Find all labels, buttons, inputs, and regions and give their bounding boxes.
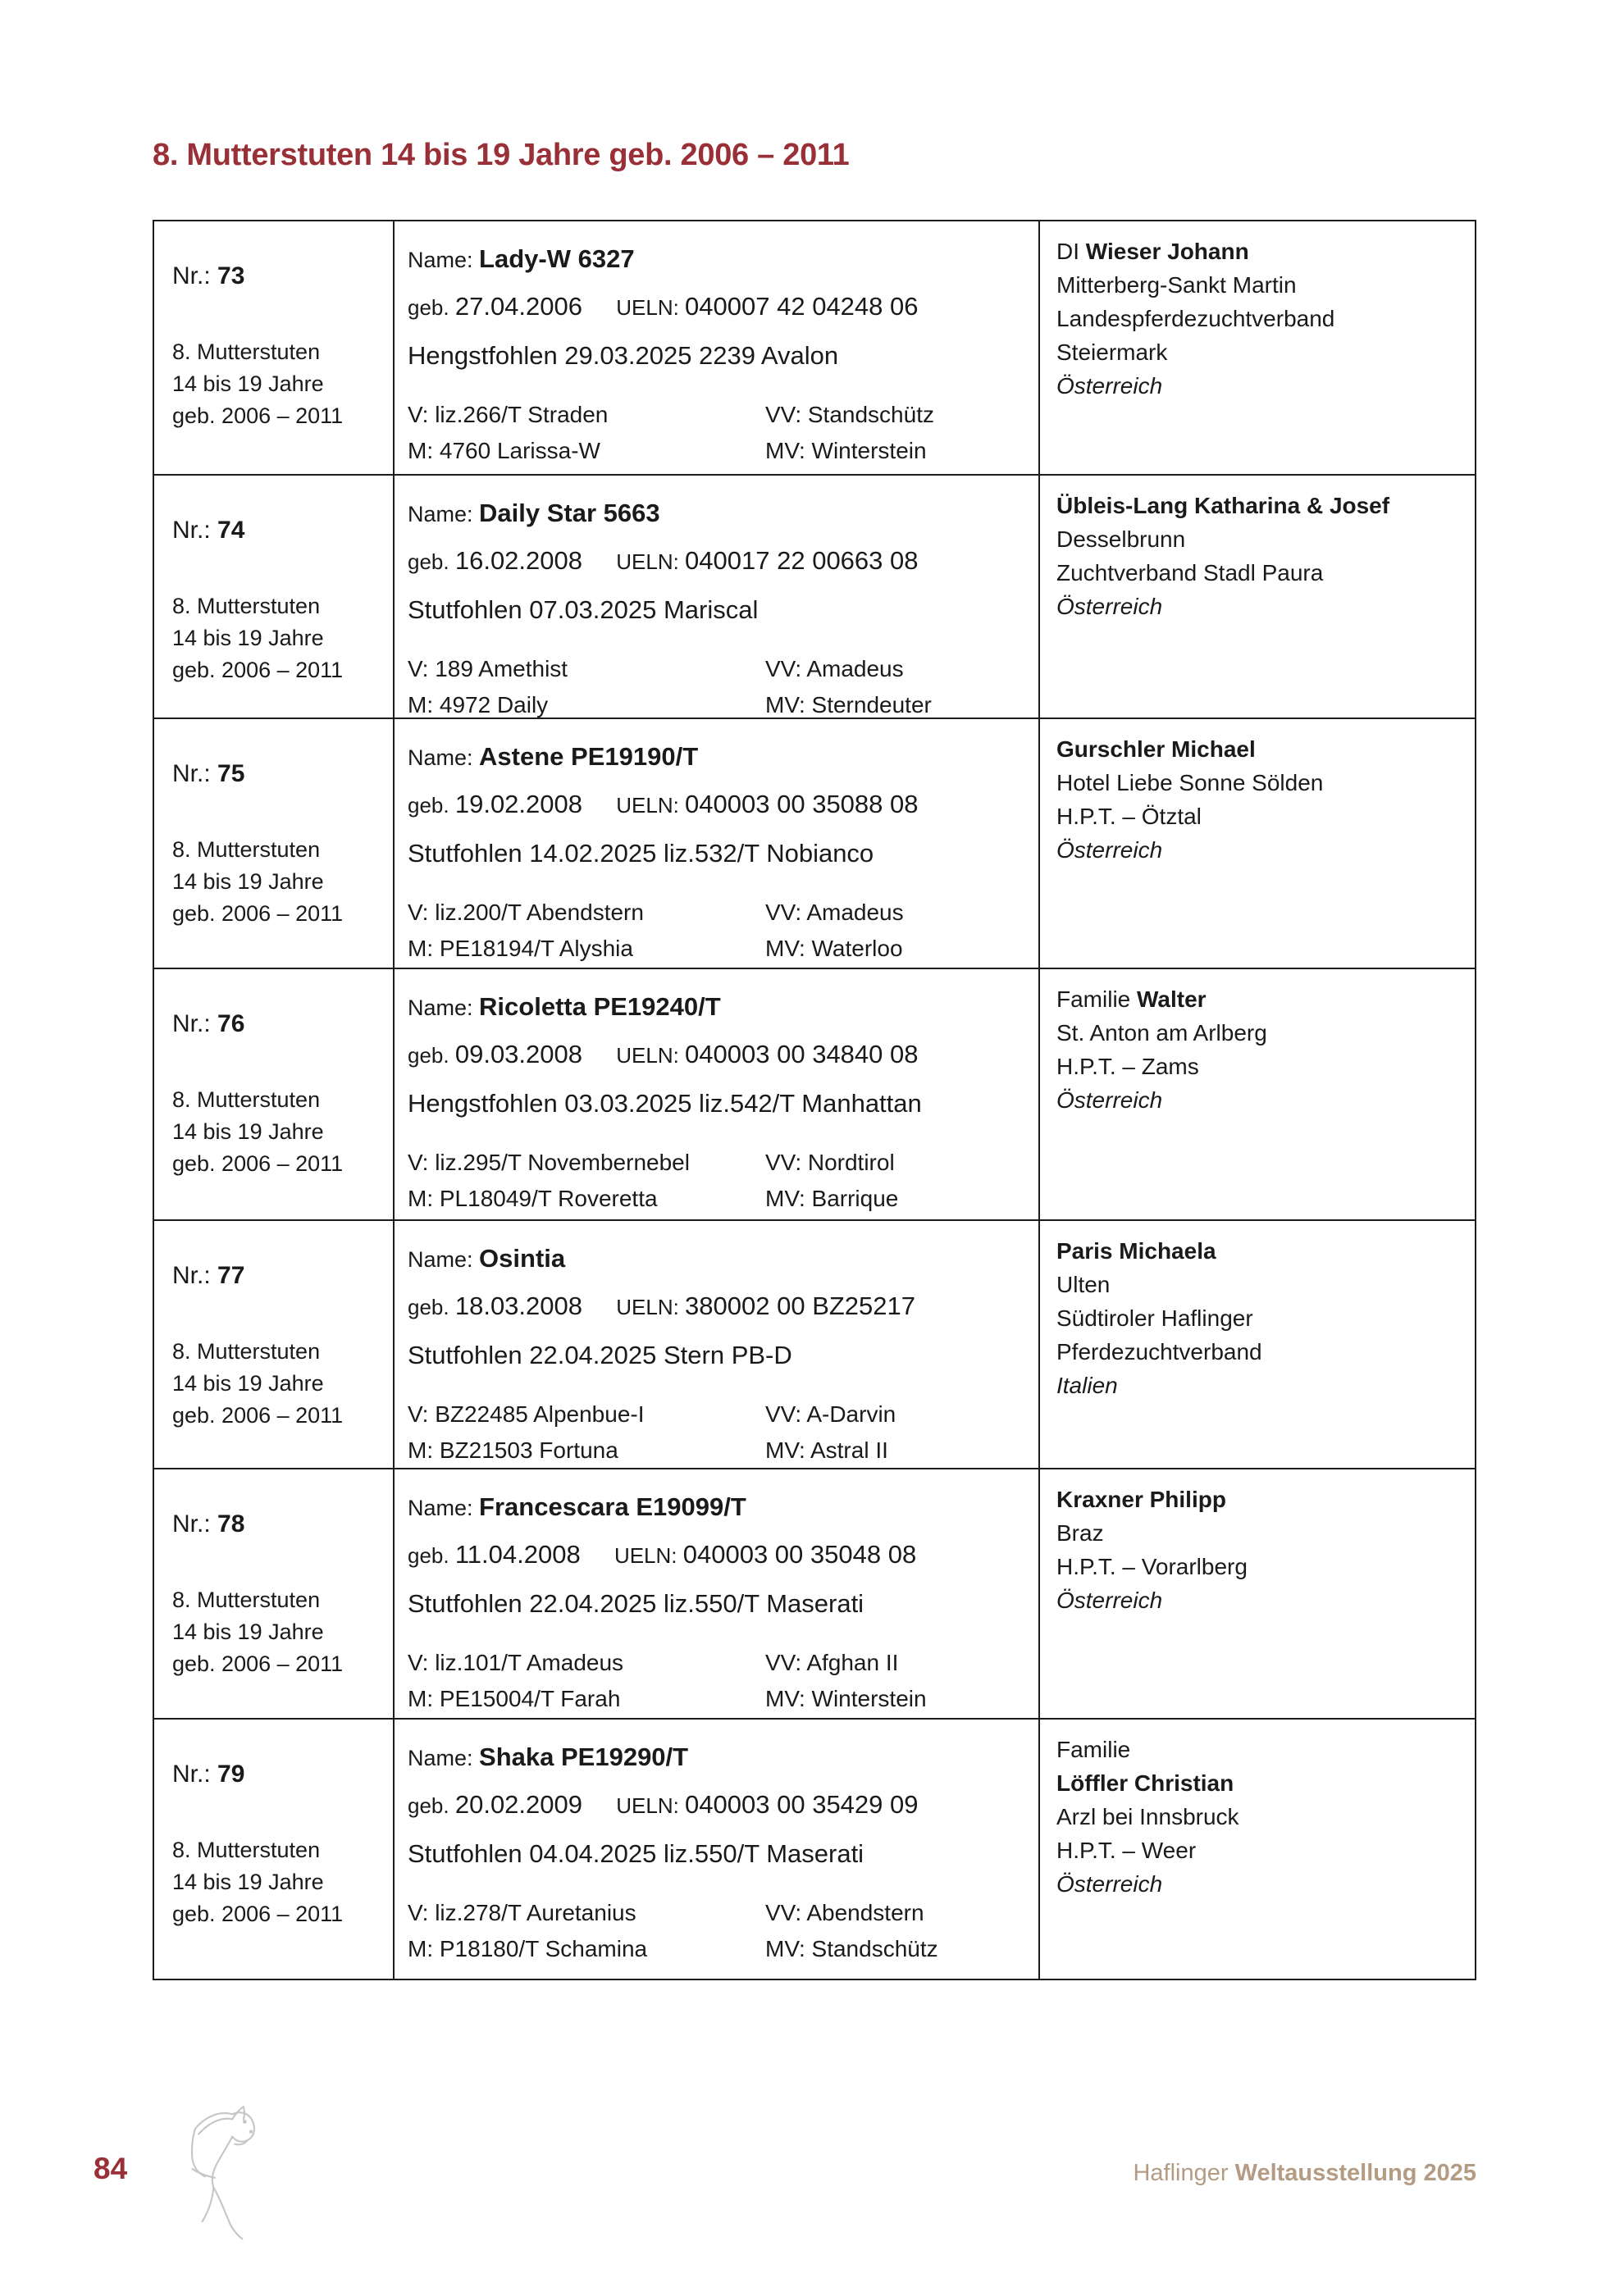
pedigree-grandsires <box>765 397 1038 469</box>
table-row <box>154 969 1475 1221</box>
owner-cell <box>1040 719 1475 968</box>
geb-label: geb. <box>408 1543 449 1568</box>
class-line: geb. 2006 – 2011 <box>172 1651 344 1676</box>
birth-date: 27.04.2006 <box>454 292 582 321</box>
footer-brand-bold: Weltausstellung 2025 <box>1234 2160 1476 2186</box>
pedigree-parents <box>408 651 765 718</box>
owner-cell <box>1040 1720 1475 1979</box>
pedigree-parents <box>408 397 765 469</box>
geb-label: geb. <box>408 1295 449 1319</box>
class-description <box>172 336 393 432</box>
nr-label: Nr.: <box>172 1761 211 1788</box>
horse-name-line <box>408 992 1038 1028</box>
horse-name: Lady-W 6327 <box>479 244 635 273</box>
catalog-number-cell <box>154 719 395 968</box>
birth-ueln-line <box>408 1040 1038 1074</box>
table-row <box>154 719 1475 969</box>
owner-line: Gurschler Michael <box>1056 736 1256 762</box>
horse-name-line <box>408 244 1038 280</box>
sire-line: V: liz.200/T Abendstern <box>408 900 644 925</box>
class-line: geb. 2006 – 2011 <box>172 1902 344 1926</box>
nr-label: Nr.: <box>172 1262 211 1289</box>
horse-name: Francescara E19099/T <box>479 1492 746 1521</box>
horse-details-cell <box>395 1221 1040 1468</box>
catalog-number-cell <box>154 1221 395 1468</box>
owner-cell <box>1040 969 1475 1219</box>
sire-sire-line: VV: Abendstern <box>765 1900 924 1925</box>
catalog-number-line <box>172 1262 393 1292</box>
owner-line: Mitterberg-Sankt Martin <box>1056 272 1297 298</box>
class-line: 8. Mutterstuten <box>172 339 321 364</box>
horse-name: Astene PE19190/T <box>479 742 699 771</box>
foal-info: Stutfohlen 04.04.2025 liz.550/T Maserati <box>408 1839 864 1868</box>
dam-sire-line: MV: Waterloo <box>765 936 903 961</box>
foal-info: Stutfohlen 14.02.2025 liz.532/T Nobianco <box>408 839 874 868</box>
horse-name: Osintia <box>479 1244 566 1273</box>
sire-line: V: liz.278/T Auretanius <box>408 1900 636 1925</box>
page-title: 8. Mutterstuten 14 bis 19 Jahre geb. 2006 – 2011 <box>153 138 850 172</box>
owner-line: Familie Walter <box>1056 986 1207 1012</box>
name-label: Name: <box>408 1746 473 1770</box>
foal-info: Stutfohlen 22.04.2025 liz.550/T Maserati <box>408 1589 864 1618</box>
footer-brand <box>1133 2160 1476 2187</box>
sire-sire-line: VV: Amadeus <box>765 900 904 925</box>
table-row <box>154 1469 1475 1720</box>
table-row <box>154 221 1475 476</box>
owner-cell <box>1040 476 1475 718</box>
owner-line: Paris Michaela <box>1056 1238 1216 1264</box>
owner-line: Familie <box>1056 1737 1131 1762</box>
nr-label: Nr.: <box>172 517 211 544</box>
name-label: Name: <box>408 995 473 1020</box>
owner-line: Desselbrunn <box>1056 526 1186 552</box>
dam-sire-line: MV: Standschütz <box>765 1936 938 1961</box>
geb-label: geb. <box>408 1043 449 1068</box>
dam-line: M: PE18194/T Alyshia <box>408 936 633 961</box>
catalog-number: 74 <box>217 517 245 544</box>
ueln-label: UELN: <box>616 1295 679 1319</box>
birth-ueln-line <box>408 1292 1038 1326</box>
nr-label: Nr.: <box>172 1010 211 1037</box>
sire-line: V: liz.101/T Amadeus <box>408 1650 624 1675</box>
geb-label: geb. <box>408 549 449 574</box>
dam-sire-line: MV: Sterndeuter <box>765 692 932 718</box>
sire-line: V: 189 Amethist <box>408 656 568 681</box>
pedigree-block <box>408 1895 1038 1967</box>
catalog-number-cell <box>154 969 395 1219</box>
dam-line: M: PE15004/T Farah <box>408 1686 621 1711</box>
sire-sire-line: VV: Amadeus <box>765 656 904 681</box>
pedigree-block <box>408 895 1038 967</box>
birth-date: 20.02.2009 <box>454 1790 582 1819</box>
class-line: geb. 2006 – 2011 <box>172 403 344 428</box>
owner-line: Kraxner Philipp <box>1056 1487 1226 1512</box>
catalog-number: 73 <box>217 262 245 289</box>
ueln-label: UELN: <box>616 793 679 818</box>
horse-sketch-logo <box>157 2104 282 2245</box>
pedigree-block <box>408 1396 1038 1468</box>
horse-name-line <box>408 1244 1038 1280</box>
owner-line: H.P.T. – Ötztal <box>1056 804 1202 829</box>
ueln-label: UELN: <box>616 549 679 574</box>
name-label: Name: <box>408 502 473 526</box>
catalog-number: 75 <box>217 760 245 787</box>
class-line: geb. 2006 – 2011 <box>172 658 344 682</box>
owner-line: H.P.T. – Vorarlberg <box>1056 1554 1248 1579</box>
owner-cell <box>1040 1469 1475 1718</box>
pedigree-grandsires <box>765 651 1038 718</box>
foal-info: Hengstfohlen 03.03.2025 liz.542/T Manhattan <box>408 1089 922 1118</box>
owner-line: Pferdezuchtverband <box>1056 1339 1262 1364</box>
owner-line: St. Anton am Arlberg <box>1056 1020 1267 1046</box>
owner-line: Österreich <box>1056 373 1163 399</box>
ueln-number: 040017 22 00663 08 <box>685 546 919 575</box>
ueln-number: 040003 00 34840 08 <box>685 1040 919 1068</box>
name-label: Name: <box>408 1247 473 1272</box>
ueln-label: UELN: <box>616 1043 679 1068</box>
birth-ueln-line <box>408 1790 1038 1824</box>
horse-details-cell <box>395 1720 1040 1979</box>
class-line: geb. 2006 – 2011 <box>172 901 344 926</box>
geb-label: geb. <box>408 295 449 320</box>
footer-brand-regular: Haflinger <box>1133 2160 1229 2186</box>
class-line: 14 bis 19 Jahre <box>172 869 324 894</box>
pedigree-grandsires <box>765 1645 1038 1717</box>
owner-line: Landespferdezuchtverband <box>1056 306 1335 331</box>
owner-line: Übleis-Lang Katharina & Josef <box>1056 493 1390 518</box>
class-description <box>172 1336 393 1432</box>
owner-line: Braz <box>1056 1520 1104 1546</box>
birth-date: 19.02.2008 <box>454 790 582 818</box>
horse-details-cell <box>395 221 1040 474</box>
ueln-label: UELN: <box>614 1543 677 1568</box>
table-row <box>154 1221 1475 1469</box>
horse-name: Daily Star 5663 <box>479 499 660 527</box>
catalog-number-line <box>172 1010 393 1040</box>
ueln-number: 040003 00 35088 08 <box>685 790 919 818</box>
nr-label: Nr.: <box>172 760 211 787</box>
sire-line: V: liz.295/T Novembernebel <box>408 1150 690 1175</box>
sire-line: V: BZ22485 Alpenbue-I <box>408 1401 645 1427</box>
ueln-number: 040007 42 04248 06 <box>685 292 919 321</box>
name-label: Name: <box>408 745 473 770</box>
owner-cell <box>1040 221 1475 474</box>
sire-line: V: liz.266/T Straden <box>408 402 609 427</box>
sire-sire-line: VV: Nordtirol <box>765 1150 895 1175</box>
table-row <box>154 1720 1475 1979</box>
owner-line: Arzl bei Innsbruck <box>1056 1804 1239 1829</box>
owner-line: Steiermark <box>1056 339 1168 365</box>
owner-line: Hotel Liebe Sonne Sölden <box>1056 770 1324 795</box>
horse-name-line <box>408 1492 1038 1528</box>
owner-line: Zuchtverband Stadl Paura <box>1056 560 1324 585</box>
pedigree-grandsires <box>765 1396 1038 1468</box>
foal-info: Hengstfohlen 29.03.2025 2239 Avalon <box>408 341 839 370</box>
owner-line: Österreich <box>1056 1087 1163 1113</box>
foal-info: Stutfohlen 22.04.2025 Stern PB-D <box>408 1341 792 1369</box>
owner-line: Österreich <box>1056 1871 1163 1897</box>
horse-name-line <box>408 742 1038 778</box>
ueln-number: 380002 00 BZ25217 <box>685 1292 916 1320</box>
class-line: geb. 2006 – 2011 <box>172 1403 344 1428</box>
geb-label: geb. <box>408 793 449 818</box>
owner-line: Italien <box>1056 1373 1118 1398</box>
class-description <box>172 1584 393 1680</box>
birth-ueln-line <box>408 546 1038 581</box>
pedigree-block <box>408 397 1038 469</box>
class-line: 14 bis 19 Jahre <box>172 1870 324 1894</box>
pedigree-grandsires <box>765 1145 1038 1217</box>
pedigree-block <box>408 1145 1038 1217</box>
owner-line: Österreich <box>1056 1588 1163 1613</box>
class-line: 8. Mutterstuten <box>172 1339 321 1364</box>
sire-sire-line: VV: Standschütz <box>765 402 934 427</box>
dam-line: M: 4760 Larissa-W <box>408 438 600 463</box>
owner-cell <box>1040 1221 1475 1468</box>
geb-label: geb. <box>408 1793 449 1818</box>
pedigree-parents <box>408 895 765 967</box>
pedigree-parents <box>408 1396 765 1468</box>
name-label: Name: <box>408 248 473 272</box>
class-description <box>172 1834 393 1930</box>
dam-sire-line: MV: Winterstein <box>765 438 927 463</box>
birth-date: 16.02.2008 <box>454 546 582 575</box>
class-description <box>172 834 393 930</box>
catalog-number-line <box>172 1761 393 1790</box>
horse-name-line <box>408 1742 1038 1779</box>
birth-date: 11.04.2008 <box>454 1540 581 1569</box>
ueln-label: UELN: <box>616 295 679 320</box>
class-line: 14 bis 19 Jahre <box>172 371 324 396</box>
name-label: Name: <box>408 1496 473 1520</box>
ueln-number: 040003 00 35429 09 <box>685 1790 919 1819</box>
catalog-table <box>153 220 1476 1980</box>
catalog-number: 78 <box>217 1510 245 1538</box>
catalog-number-line <box>172 517 393 546</box>
pedigree-parents <box>408 1145 765 1217</box>
owner-line: H.P.T. – Weer <box>1056 1838 1197 1863</box>
class-line: 14 bis 19 Jahre <box>172 1371 324 1396</box>
catalog-number: 77 <box>217 1262 245 1289</box>
horse-details-cell <box>395 719 1040 968</box>
catalog-number-cell <box>154 476 395 718</box>
class-line: 8. Mutterstuten <box>172 837 321 862</box>
pedigree-block <box>408 651 1038 718</box>
catalog-number: 76 <box>217 1010 245 1037</box>
catalog-number: 79 <box>217 1761 245 1788</box>
class-description <box>172 1084 393 1180</box>
sire-sire-line: VV: Afghan II <box>765 1650 899 1675</box>
birth-date: 09.03.2008 <box>454 1040 582 1068</box>
horse-details-cell <box>395 1469 1040 1718</box>
ueln-label: UELN: <box>616 1793 679 1818</box>
catalog-number-cell <box>154 1469 395 1718</box>
ueln-number: 040003 00 35048 08 <box>682 1540 917 1569</box>
birth-ueln-line <box>408 790 1038 824</box>
dam-sire-line: MV: Barrique <box>765 1186 899 1211</box>
owner-line: Österreich <box>1056 594 1163 619</box>
class-description <box>172 590 393 686</box>
pedigree-parents <box>408 1645 765 1717</box>
pedigree-grandsires <box>765 895 1038 967</box>
pedigree-block <box>408 1645 1038 1717</box>
sire-sire-line: VV: A-Darvin <box>765 1401 896 1427</box>
horse-name-line <box>408 499 1038 535</box>
catalog-number-line <box>172 760 393 790</box>
dam-line: M: 4972 Daily <box>408 692 549 718</box>
class-line: 8. Mutterstuten <box>172 1588 321 1612</box>
pedigree-grandsires <box>765 1895 1038 1967</box>
owner-line: Südtiroler Haflinger <box>1056 1305 1253 1331</box>
horse-name: Shaka PE19290/T <box>479 1742 689 1771</box>
pedigree-parents <box>408 1895 765 1967</box>
class-line: 14 bis 19 Jahre <box>172 626 324 650</box>
dam-sire-line: MV: Astral II <box>765 1437 888 1463</box>
dam-line: M: PL18049/T Roveretta <box>408 1186 658 1211</box>
page-number: 84 <box>94 2152 128 2185</box>
catalog-number-line <box>172 1510 393 1540</box>
birth-ueln-line <box>408 1540 1038 1574</box>
owner-line: Österreich <box>1056 837 1163 863</box>
birth-date: 18.03.2008 <box>454 1292 582 1320</box>
horse-details-cell <box>395 969 1040 1219</box>
dam-sire-line: MV: Winterstein <box>765 1686 927 1711</box>
dam-line: M: BZ21503 Fortuna <box>408 1437 618 1463</box>
horse-name: Ricoletta PE19240/T <box>479 992 721 1021</box>
nr-label: Nr.: <box>172 1510 211 1538</box>
class-line: 14 bis 19 Jahre <box>172 1119 324 1144</box>
class-line: geb. 2006 – 2011 <box>172 1151 344 1176</box>
catalog-number-cell <box>154 221 395 474</box>
class-line: 8. Mutterstuten <box>172 1838 321 1862</box>
catalog-number-line <box>172 262 393 292</box>
nr-label: Nr.: <box>172 262 211 289</box>
class-line: 8. Mutterstuten <box>172 594 321 618</box>
catalog-number-cell <box>154 1720 395 1979</box>
owner-line: DI Wieser Johann <box>1056 239 1249 264</box>
class-line: 8. Mutterstuten <box>172 1087 321 1112</box>
table-row <box>154 476 1475 719</box>
dam-line: M: P18180/T Schamina <box>408 1936 648 1961</box>
owner-line: Ulten <box>1056 1272 1111 1297</box>
owner-line: Löffler Christian <box>1056 1770 1234 1796</box>
horse-details-cell <box>395 476 1040 718</box>
class-line: 14 bis 19 Jahre <box>172 1620 324 1644</box>
birth-ueln-line <box>408 292 1038 326</box>
owner-line: H.P.T. – Zams <box>1056 1054 1199 1079</box>
foal-info: Stutfohlen 07.03.2025 Mariscal <box>408 595 759 624</box>
